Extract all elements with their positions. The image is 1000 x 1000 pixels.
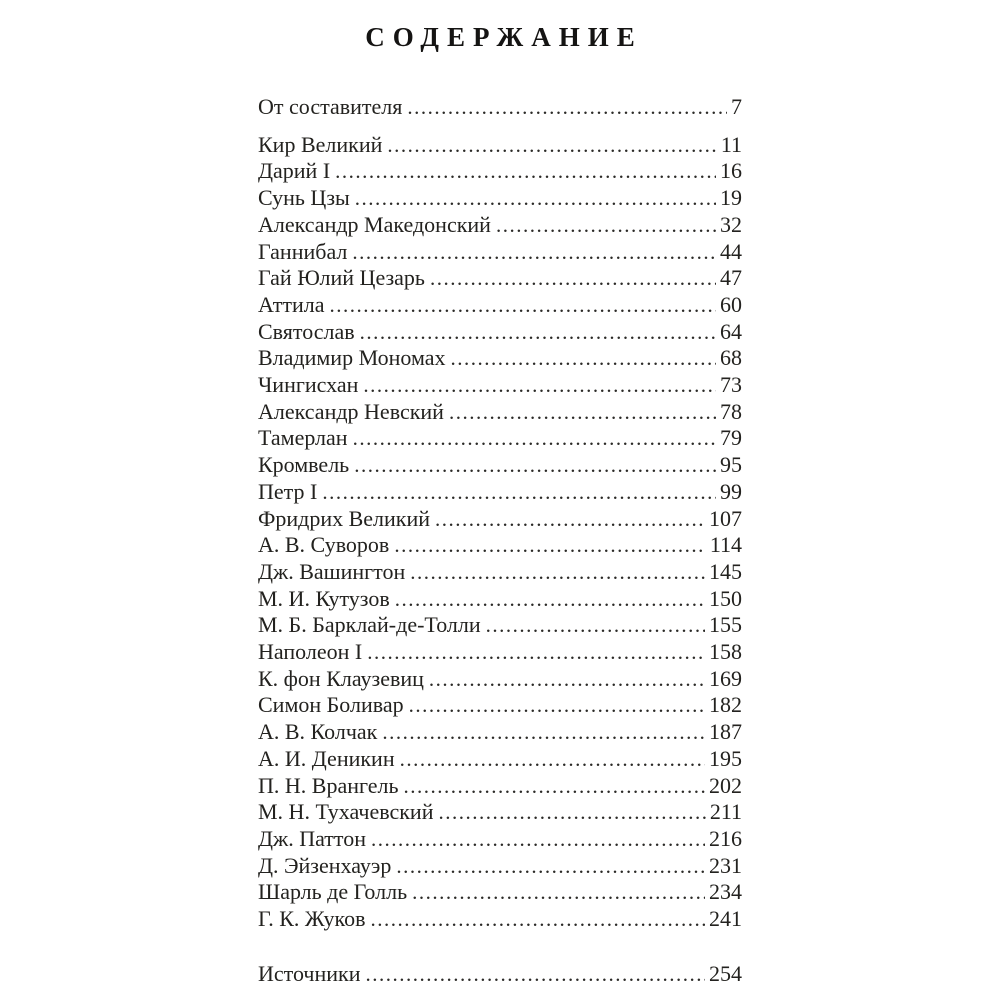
toc-entry-label: Тамерлан: [258, 425, 348, 451]
toc-entry-label: Ганнибал: [258, 238, 348, 264]
toc-entry-page: 60: [720, 291, 742, 317]
toc-entry-label: Кир Великий: [258, 131, 383, 157]
toc-entry-page: 145: [709, 558, 742, 584]
toc-dot-leader: [363, 372, 716, 399]
toc-entry-page: 47: [720, 265, 742, 291]
toc-entry-page: 158: [709, 639, 742, 665]
toc-entry-label: Источники: [258, 960, 361, 986]
toc-entry-label: Шарль де Голль: [258, 879, 408, 905]
toc-entry-page: 155: [709, 612, 742, 638]
toc-entry: [258, 612, 742, 639]
toc-entry: [258, 292, 742, 319]
toc-entry-label: Наполеон I: [258, 639, 363, 665]
toc-entry-page: 150: [709, 585, 742, 611]
toc-entry: [258, 94, 742, 121]
toc-entry-page: 44: [720, 238, 742, 264]
toc-entry-label: Сунь Цзы: [258, 185, 350, 211]
toc-entry: [258, 372, 742, 399]
toc-entry: [258, 452, 742, 479]
toc-entry: [258, 158, 742, 185]
toc-dot-leader: [395, 586, 705, 613]
toc-entry-label: Петр I: [258, 478, 318, 504]
toc-entry-page: 195: [709, 745, 742, 771]
toc-dot-leader: [352, 239, 716, 266]
toc-entry: [258, 961, 742, 988]
toc-dot-leader: [322, 479, 716, 506]
toc-dot-leader: [404, 773, 706, 800]
toc-entry: [258, 773, 742, 800]
toc-entry-label: Симон Боливар: [258, 692, 404, 718]
toc-section-chapters: [258, 132, 742, 933]
toc-entry: [258, 425, 742, 452]
toc-dot-leader: [367, 639, 705, 666]
toc-entry: [258, 719, 742, 746]
toc-dot-leader: [365, 961, 705, 988]
toc-dot-leader: [430, 265, 716, 292]
toc-entry-page: 64: [720, 318, 742, 344]
toc-entry-page: 107: [709, 505, 742, 531]
toc-entry-page: 241: [709, 906, 742, 932]
toc-entry-label: Гай Юлий Цезарь: [258, 265, 425, 291]
toc-entry-label: П. Н. Врангель: [258, 772, 399, 798]
toc-entry: [258, 532, 742, 559]
toc-entry-page: 254: [709, 960, 742, 986]
toc-entry: [258, 265, 742, 292]
toc-entry-label: Г. К. Жуков: [258, 906, 366, 932]
toc-entry-label: Дарий I: [258, 158, 331, 184]
toc-entry: [258, 799, 742, 826]
toc-entry-page: 78: [720, 398, 742, 424]
toc-dot-leader: [409, 692, 705, 719]
toc-dot-leader: [407, 94, 727, 121]
toc-dot-leader: [496, 212, 716, 239]
toc-entry-page: 169: [709, 665, 742, 691]
toc-dot-leader: [330, 292, 716, 319]
toc-entry-label: Владимир Мономах: [258, 345, 446, 371]
toc-entry-label: А. В. Суворов: [258, 532, 390, 558]
toc-entry-page: 216: [709, 825, 742, 851]
toc-entry: [258, 479, 742, 506]
toc-entry-label: Аттила: [258, 291, 325, 317]
toc-entry-page: 16: [720, 158, 742, 184]
toc-entry: [258, 853, 742, 880]
toc-dot-leader: [438, 799, 705, 826]
toc-entry: [258, 906, 742, 933]
toc-entry-label: Александр Невский: [258, 398, 444, 424]
toc-entry-page: 79: [720, 425, 742, 451]
toc-entry: [258, 666, 742, 693]
toc-entry: [258, 639, 742, 666]
toc-entry-label: Дж. Вашингтон: [258, 558, 406, 584]
toc-dot-leader: [429, 666, 705, 693]
toc-dot-leader: [449, 399, 716, 426]
toc-dot-leader: [382, 719, 705, 746]
toc-entry: [258, 212, 742, 239]
toc-entry: [258, 399, 742, 426]
toc-entry: [258, 319, 742, 346]
toc-entry-label: К. фон Клаузевиц: [258, 665, 424, 691]
toc-entry: [258, 826, 742, 853]
toc-entry-page: 32: [720, 211, 742, 237]
toc-dot-leader: [371, 906, 705, 933]
toc-entry-page: 114: [709, 532, 742, 558]
toc-dot-leader: [394, 532, 706, 559]
toc-entry-label: Д. Эйзенхауэр: [258, 852, 392, 878]
toc-entry-label: Кромвель: [258, 452, 350, 478]
toc-entry-page: 11: [720, 131, 742, 157]
toc-entry: [258, 345, 742, 372]
toc-entry-label: Дж. Паттон: [258, 825, 367, 851]
toc-dot-leader: [353, 425, 716, 452]
toc-section-preface: [258, 94, 742, 121]
toc-entry-label: А. В. Колчак: [258, 719, 378, 745]
toc-entry: [258, 559, 742, 586]
toc-entry-label: От составителя: [258, 94, 403, 119]
toc-dot-leader: [400, 746, 705, 773]
page-title: СОДЕРЖАНИЕ: [365, 22, 643, 52]
toc-dot-leader: [450, 345, 716, 372]
toc-entry-page: 7: [731, 94, 742, 119]
toc-entry: [258, 746, 742, 773]
toc-dot-leader: [360, 319, 716, 346]
toc-dot-leader: [371, 826, 705, 853]
toc-dot-leader: [412, 879, 705, 906]
toc-entry: [258, 185, 742, 212]
toc-dot-leader: [387, 132, 716, 159]
toc-entry-page: 182: [709, 692, 742, 718]
toc-entry-page: 202: [709, 772, 742, 798]
toc-entry-page: 19: [720, 185, 742, 211]
toc-entry: [258, 586, 742, 613]
toc-entry-label: Фридрих Великий: [258, 505, 431, 531]
toc-entry-page: 95: [720, 452, 742, 478]
toc: [258, 94, 742, 988]
toc-entry: [258, 239, 742, 266]
toc-entry-page: 73: [720, 372, 742, 398]
toc-entry: [258, 132, 742, 159]
toc-entry: [258, 879, 742, 906]
toc-entry-label: Александр Македонский: [258, 211, 491, 237]
toc-dot-leader: [355, 185, 716, 212]
toc-entry: [258, 692, 742, 719]
toc-entry-page: 68: [720, 345, 742, 371]
toc-entry-label: М. Б. Барклай-де-Толли: [258, 612, 481, 638]
toc-entry-page: 211: [709, 799, 742, 825]
toc-entry-page: 234: [709, 879, 742, 905]
toc-entry-label: Святослав: [258, 318, 355, 344]
toc-entry: [258, 506, 742, 533]
toc-entry-page: 231: [709, 852, 742, 878]
toc-entry-label: М. Н. Тухачевский: [258, 799, 434, 825]
toc-dot-leader: [396, 853, 705, 880]
toc-dot-leader: [410, 559, 705, 586]
toc-dot-leader: [435, 506, 705, 533]
toc-entry-page: 99: [720, 478, 742, 504]
toc-entry-label: А. И. Деникин: [258, 745, 395, 771]
toc-entry-page: 187: [709, 719, 742, 745]
toc-entry-label: М. И. Кутузов: [258, 585, 390, 611]
toc-section-back-matter: [258, 961, 742, 988]
toc-dot-leader: [486, 612, 705, 639]
toc-entry-label: Чингисхан: [258, 372, 359, 398]
toc-dot-leader: [354, 452, 716, 479]
toc-dot-leader: [335, 158, 716, 185]
